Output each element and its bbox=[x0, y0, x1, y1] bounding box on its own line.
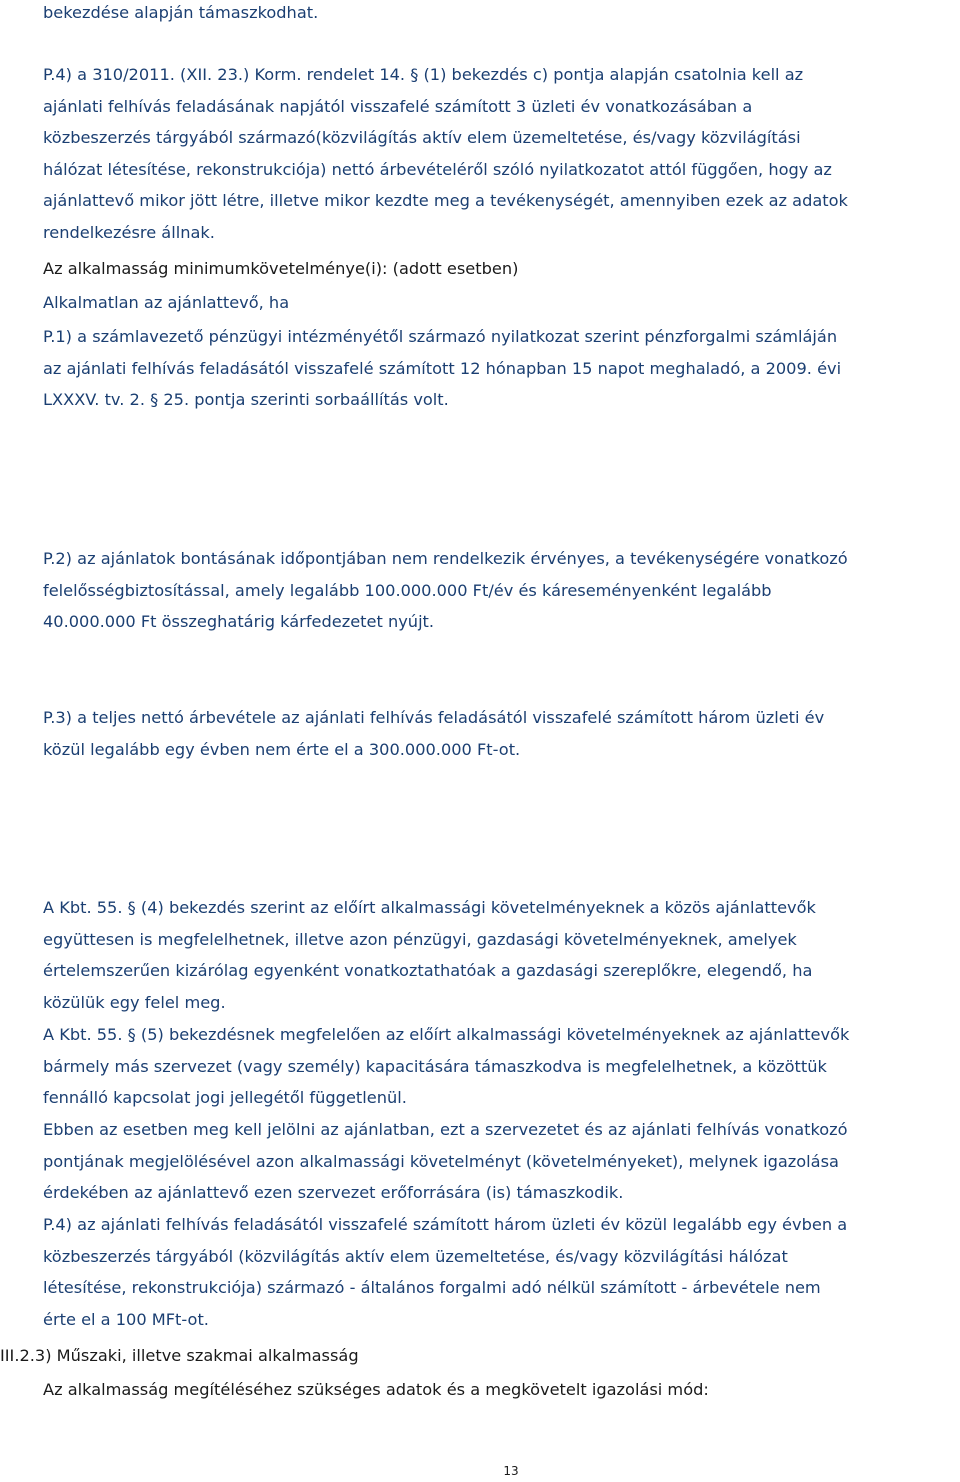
paragraph-p4-revenue: P.4) a 310/2011. (XII. 23.) Korm. rendelet 14. § (1) bekezdés c) pontja alapján csatolnia kell az ajánlati felhívás feladásának napjától visszafelé számított 3 üzleti év vonatkozásában a közbeszerzés tárgyából származó(közvilágítás aktív elem üzemeltetése, és/vagy közvilágítási hálózat létesítése, rekonstrukciója) nettó árbevételéről szóló nyilatkozatot attól függően, hogy az ajánlattevő mikor jött létre, illetve mikor kezdte meg a tevékenységét, amennyiben ezek az adatok rendelkezésre állnak. bbox=[43, 65, 848, 242]
page-number: 13 bbox=[503, 1464, 519, 1478]
paragraph-p1-requirement: P.1) a számlavezető pénzügyi intézményétől származó nyilatkozat szerint pénzforgalmi számláján az ajánlati felhívás feladásától visszafelé számított 12 hónapban 15 napot meghaladó, a 2009. évi LXXXV. tv. 2. § 25. pontja szerinti sorbaállítás volt. bbox=[43, 327, 842, 410]
section-heading: III.2.3) Műszaki, illetve szakmai alkalmasság bbox=[0, 1346, 359, 1365]
paragraph-p3-requirement: P.3) a teljes nettó árbevétele az ajánlati felhívás feladásától visszafelé számított három üzleti év közül legalább egy évben nem érte el a 300.000.000 Ft-ot. bbox=[43, 708, 825, 759]
paragraph-p4-requirement: P.4) az ajánlati felhívás feladásától visszafelé számított három üzleti év közül legalább egy évben a közbeszerzés tárgyából (közvilágítás aktív elem üzemeltetése, és/vagy közvilágítási hálózat létesítése, rekonstrukciója) származó - általános forgalmi adó nélkül számított - árbevétele nem érte el a 100 MFt-ot. bbox=[43, 1215, 848, 1329]
minimum-requirements-heading: Az alkalmasság minimumkövetelménye(i): (adott esetben) bbox=[43, 259, 519, 278]
paragraph-p2-requirement: P.2) az ajánlatok bontásának időpontjában nem rendelkezik érvényes, a tevékenységére vonatkozó felelősségbiztosítással, amely legalább 100.000.000 Ft/év és káreseményenként legalább 40.000.000 Ft összeghatárig kárfedezetet nyújt. bbox=[43, 549, 848, 632]
paragraph-kbt-55-5: A Kbt. 55. § (5) bekezdésnek megfelelően az előírt alkalmassági követelményeknek az ajánlattevők bármely más szervezet (vagy személy) kapacitására támaszkodva is megfelelhetnek, a közöttük fennálló kapcsolat jogi jellegétől függetlenül. bbox=[43, 1025, 850, 1108]
unsuitable-if-label: Alkalmatlan az ajánlattevő, ha bbox=[43, 293, 290, 312]
paragraph-capacity-reliance: Ebben az esetben meg kell jelölni az ajánlatban, ezt a szervezetet és az ajánlati felhívás vonatkozó pontjának megjelölésével azon alkalmassági követelményt (követelményeket), melynek igazolása érdekében az ajánlattevő ezen szervezet erőforrására (is) támaszkodik. bbox=[43, 1120, 848, 1203]
paragraph-kbt-55-4: A Kbt. 55. § (4) bekezdés szerint az előírt alkalmassági követelményeknek a közös ajánlattevők együttesen is megfelelhetnek, illetve azon pénzügyi, gazdasági követelményeknek, amelyek értelemszerűen kizárólag egyenként vonatkoztathatóak a gazdasági szereplőkre, elegendő, ha közülük egy felel meg. bbox=[43, 898, 816, 1012]
paragraph-verification-method: Az alkalmasság megítéléséhez szükséges adatok és a megkövetelt igazolási mód: bbox=[43, 1380, 709, 1399]
paragraph-continuation: bekezdése alapján támaszkodhat. bbox=[43, 3, 319, 22]
